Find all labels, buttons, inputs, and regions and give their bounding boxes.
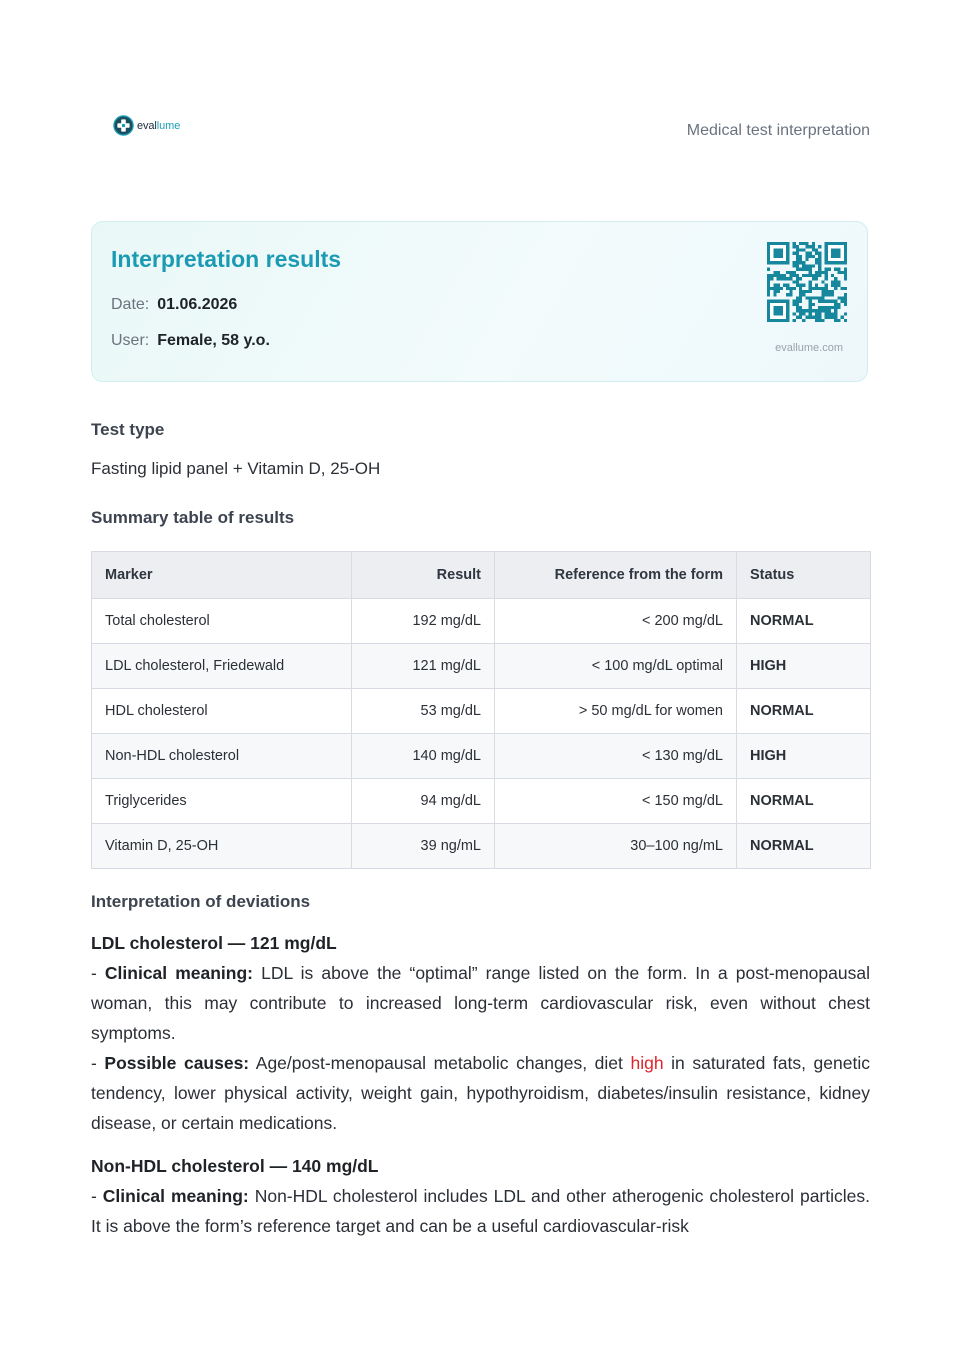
table-row [92,734,871,779]
ldl-causes-highlight: high [630,1053,664,1073]
reference-cell: 30–100 ng/mL [495,824,737,869]
nonhdl-title: Non-HDL cholesterol — 140 mg/dL [91,1156,379,1176]
ldl-causes: - Possible causes: Age/post-menopausal metabolic changes, diet high in saturated fats, genetic tendency, lower physical activity, weight gain, hypothyroidism, diabetes/insulin resistance, kidney disease, or certain medications. [91,1053,870,1133]
table-row [92,599,871,644]
ldl-meaning-text: LDL is above the “optimal” range listed on the form. In a post-menopausal woman, this may contribute to increased long-term cardiovascular risk, even without chest symptoms. [91,963,870,1043]
status-badge: NORMAL [737,824,871,869]
nonhdl-meaning: - Clinical meaning: Non-HDL cholesterol includes LDL and other atherogenic cholesterol particles. It is above the form’s reference target and can be a useful cardiovascular-risk [91,1186,870,1236]
card-title: Interpretation results [111,246,342,272]
summary-heading: Summary table of results [91,508,295,527]
qr-caption: evallume.com [775,342,843,354]
date-label: Date: [111,296,150,313]
cross-logo-icon [113,115,134,136]
marker-cell: Vitamin D, 25-OH [92,824,352,869]
status-badge: NORMAL [737,779,871,824]
status-badge: NORMAL [737,689,871,734]
result-cell: 53 mg/dL [352,689,495,734]
status-badge: NORMAL [737,599,871,644]
date-row [111,296,237,314]
col-marker: Marker [92,552,352,599]
status-badge: HIGH [737,644,871,689]
reference-cell: < 130 mg/dL [495,734,737,779]
marker-cell: Triglycerides [92,779,352,824]
nonhdl-meaning-label: Clinical meaning: [102,1186,249,1206]
results-table [91,551,871,869]
col-status: Status [737,552,871,599]
test-type-value: Fasting lipid panel + Vitamin D, 25-OH [91,459,381,478]
result-cell: 39 ng/mL [352,824,495,869]
ldl-section [91,928,870,1138]
result-cell: 121 mg/dL [352,644,495,689]
reference-cell: < 100 mg/dL optimal [495,644,737,689]
table-header-row [92,552,871,599]
marker-cell: HDL cholesterol [92,689,352,734]
ldl-causes-after: in saturated fats, genetic tendency, lower physical activity, weight gain, hypothyroidism, diabetes/insulin resistance, kidney disease, or certain medications. [91,1053,870,1133]
ldl-causes-before: Age/post-menopausal metabolic changes, diet [255,1053,623,1073]
result-cell: 192 mg/dL [352,599,495,644]
brand-logo [113,115,180,136]
reference-cell: < 150 mg/dL [495,779,737,824]
brand-name: evallume [137,119,181,132]
marker-cell: LDL cholesterol, Friedewald [92,644,352,689]
table-row [92,689,871,734]
ldl-meaning-label: Clinical meaning: [104,963,254,983]
user-label: User: [111,332,150,349]
marker-cell: Non-HDL cholesterol [92,734,352,779]
interpretation-card [91,221,868,382]
status-badge: HIGH [737,734,871,779]
ldl-causes-label: Possible causes: [104,1053,250,1073]
result-cell: 94 mg/dL [352,779,495,824]
user-value: Female, 58 y.o. [157,332,270,349]
deviations-heading: Interpretation of deviations [91,892,311,911]
user-row [111,332,270,350]
col-result: Result [352,552,495,599]
nonhdl-meaning-text: Non-HDL cholesterol includes LDL and other atherogenic cholesterol particles. It is above the form’s reference target and can be a useful cardiovascular-risk [91,1186,870,1236]
document-type: Medical test interpretation [686,122,870,139]
ldl-title: LDL cholesterol — 121 mg/dL [91,933,337,953]
test-type-heading: Test type [91,420,165,439]
table-row [92,779,871,824]
result-cell: 140 mg/dL [352,734,495,779]
date-value: 01.06.2026 [157,296,238,313]
table-row [92,644,871,689]
ldl-meaning: - Clinical meaning: LDL is above the “optimal” range listed on the form. In a post-menopausal woman, this may contribute to increased long-term cardiovascular risk, even without chest symptoms. [91,963,870,1043]
qr-code-icon[interactable] [767,242,847,322]
marker-cell: Total cholesterol [92,599,352,644]
reference-cell: > 50 mg/dL for women [495,689,737,734]
reference-cell: < 200 mg/dL [495,599,737,644]
col-reference: Reference from the form [495,552,737,599]
nonhdl-section [91,1151,870,1241]
table-row [92,824,871,869]
